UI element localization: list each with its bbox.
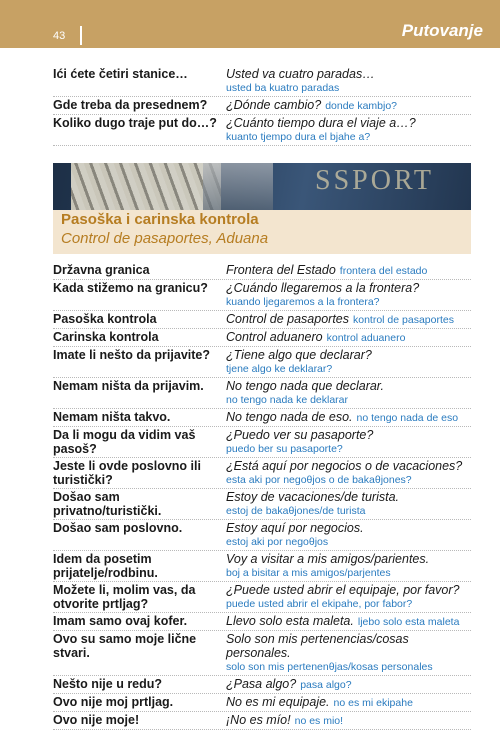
phrase-pronunciation: usted ba kuatro paradas xyxy=(226,82,340,94)
phrase-spanish: Control de pasaportes xyxy=(226,312,349,326)
phrase-spanish: Llevo solo esta maleta. xyxy=(226,614,354,628)
phrase-serbian: Pasoška kontrola xyxy=(53,312,157,326)
phrase-translation xyxy=(226,428,471,456)
phrase-translation xyxy=(226,116,471,144)
phrase-pronunciation: no es mio! xyxy=(294,715,344,727)
phrase-serbian: Imam samo ovaj kofer. xyxy=(53,614,188,628)
phrase-row xyxy=(53,489,471,520)
phrase-translation xyxy=(226,459,471,487)
passport-photo xyxy=(53,163,471,210)
phrase-translation xyxy=(226,330,471,345)
phrase-serbian: Možete li, molim vas, da otvorite prtljag? xyxy=(53,583,196,611)
section-heading-sr: Pasoška i carinska kontrola xyxy=(61,211,259,228)
phrase-pronunciation: kontrol aduanero xyxy=(326,332,406,344)
section-title: Putovanje xyxy=(401,21,483,40)
phrase-list-top xyxy=(53,66,471,146)
phrase-translation xyxy=(226,379,471,407)
phrase-pronunciation: esta aki por negoθjos o de bakaθjones? xyxy=(226,474,412,486)
phrase-serbian: Nemam ništa takvo. xyxy=(53,410,171,424)
phrase-serbian: Carinska kontrola xyxy=(53,330,159,344)
phrase-spanish: ¡No es mío! xyxy=(226,713,291,727)
phrase-spanish: No es mi equipaje. xyxy=(226,695,330,709)
phrase-pronunciation: no es mi ekipahe xyxy=(333,697,413,709)
phrase-pronunciation: pasa algo? xyxy=(300,679,352,691)
phrase-serbian: Ovo su samo moje lične stvari. xyxy=(53,632,197,660)
phrase-serbian: Državna granica xyxy=(53,263,150,277)
phrase-spanish: No tengo nada de eso. xyxy=(226,410,353,424)
phrase-spanish: Frontera del Estado xyxy=(226,263,336,277)
phrase-spanish: No tengo nada que declarar. xyxy=(226,379,384,393)
phrase-pronunciation: no tengo nada ke deklarar xyxy=(226,394,349,406)
phrase-spanish: ¿Puede usted abrir el equipaje, por favor? xyxy=(226,583,460,597)
phrase-spanish: ¿Cuándo llegaremos a la frontera? xyxy=(226,281,420,295)
phrase-translation xyxy=(226,614,471,629)
phrase-translation xyxy=(226,410,471,425)
phrase-row xyxy=(53,280,471,311)
phrase-row xyxy=(53,458,471,489)
phrase-translation xyxy=(226,490,471,518)
page-number: 43 xyxy=(53,30,66,42)
phrase-translation xyxy=(226,632,471,674)
phrase-serbian: Idem da posetim prijatelje/rodbinu. xyxy=(53,552,158,580)
phrase-pronunciation: puede usted abrir el ekipahe, por fabor? xyxy=(226,598,413,610)
phrase-spanish: ¿Puedo ver su pasaporte? xyxy=(226,428,374,442)
phrase-translation xyxy=(226,348,471,376)
phrase-row xyxy=(53,631,471,676)
phrase-translation xyxy=(226,695,471,710)
phrase-serbian: Da li mogu da vidim vaš pasoš? xyxy=(53,428,196,456)
phrase-pronunciation: estoj aki por negoθjos xyxy=(226,536,329,548)
phrase-pronunciation: frontera del estado xyxy=(339,265,428,277)
phrase-translation xyxy=(226,713,471,728)
phrase-translation xyxy=(226,583,471,611)
stamp-image xyxy=(203,163,273,210)
phrase-serbian: Gde treba da presednem? xyxy=(53,98,208,112)
phrase-pronunciation: estoj de bakaθjones/de turista xyxy=(226,505,366,517)
phrase-serbian: Ići ćete četiri stanice… xyxy=(53,67,188,81)
phrase-row xyxy=(53,66,471,97)
section-heading xyxy=(53,210,471,254)
phrase-pronunciation: solo son mis pertenenθjas/kosas personales xyxy=(226,661,433,673)
phrase-spanish: ¿Está aquí por negocios o de vacaciones? xyxy=(226,459,463,473)
phrase-row xyxy=(53,115,471,146)
phrase-serbian: Došao sam privatno/turistički. xyxy=(53,490,162,518)
section-heading-es: Control de pasaportes, Aduana xyxy=(61,230,269,247)
phrase-serbian: Ovo nije moje! xyxy=(53,713,140,727)
banknotes-image xyxy=(71,163,221,210)
phrase-spanish: Solo son mis pertenencias/cosas personales. xyxy=(226,632,409,660)
phrase-spanish: ¿Dónde cambio? xyxy=(226,98,322,112)
phrase-row xyxy=(53,613,471,631)
phrase-row xyxy=(53,311,471,329)
phrase-row xyxy=(53,378,471,409)
phrase-row xyxy=(53,520,471,551)
phrase-pronunciation: boj a bisitar a mis amigos/parjentes xyxy=(226,567,391,579)
phrase-serbian: Ovo nije moj prtljag. xyxy=(53,695,174,709)
header-bar xyxy=(0,0,500,48)
phrase-translation xyxy=(226,281,471,309)
phrase-serbian: Došao sam poslovno. xyxy=(53,521,183,535)
phrase-row xyxy=(53,427,471,458)
phrase-spanish: Usted va cuatro paradas… xyxy=(226,67,375,81)
phrase-pronunciation: no tengo nada de eso xyxy=(356,412,459,424)
phrase-translation xyxy=(226,521,471,549)
phrase-row xyxy=(53,329,471,347)
phrase-pronunciation: donde kambjo? xyxy=(325,100,398,112)
phrase-pronunciation: kuando ljegaremos a la frontera? xyxy=(226,296,380,308)
phrase-serbian: Nešto nije u redu? xyxy=(53,677,163,691)
phrase-row xyxy=(53,694,471,712)
phrase-pronunciation: kontrol de pasaportes xyxy=(353,314,454,326)
phrase-row xyxy=(53,712,471,730)
phrase-pronunciation: puedo ber su pasaporte? xyxy=(226,443,343,455)
phrase-row xyxy=(53,97,471,115)
header-divider xyxy=(80,26,82,45)
phrase-spanish: ¿Pasa algo? xyxy=(226,677,297,691)
phrase-serbian: Kada stižemo na granicu? xyxy=(53,281,208,295)
phrase-row xyxy=(53,582,471,613)
phrase-pronunciation: ljebo solo esta maleta xyxy=(357,616,460,628)
phrase-translation xyxy=(226,263,471,278)
phrase-translation xyxy=(226,552,471,580)
phrase-serbian: Nemam ništa da prijavim. xyxy=(53,379,204,393)
phrase-spanish: ¿Cuánto tiempo dura el viaje a…? xyxy=(226,116,416,130)
phrase-translation xyxy=(226,98,471,113)
phrase-row xyxy=(53,551,471,582)
phrase-spanish: Estoy de vacaciones/de turista. xyxy=(226,490,400,504)
phrase-pronunciation: kuanto tjempo dura el bjahe a? xyxy=(226,131,371,143)
phrase-translation xyxy=(226,312,471,327)
phrase-row xyxy=(53,676,471,694)
phrase-list-customs xyxy=(53,262,471,730)
phrase-row xyxy=(53,347,471,378)
phrase-pronunciation: tjene algo ke deklarar? xyxy=(226,363,333,375)
phrase-spanish: Voy a visitar a mis amigos/parientes. xyxy=(226,552,430,566)
phrase-serbian: Koliko dugo traje put do…? xyxy=(53,116,217,130)
phrase-row xyxy=(53,409,471,427)
phrase-translation xyxy=(226,677,471,692)
phrase-spanish: Estoy aquí por negocios. xyxy=(226,521,364,535)
phrase-translation xyxy=(226,67,471,95)
phrase-serbian: Imate li nešto da prijavite? xyxy=(53,348,210,362)
phrase-spanish: ¿Tiene algo que declarar? xyxy=(226,348,372,362)
phrase-spanish: Control aduanero xyxy=(226,330,323,344)
phrase-row xyxy=(53,262,471,280)
phrase-serbian: Jeste li ovde poslovno ili turistički? xyxy=(53,459,201,487)
passport-text: SSPORT xyxy=(315,165,435,196)
